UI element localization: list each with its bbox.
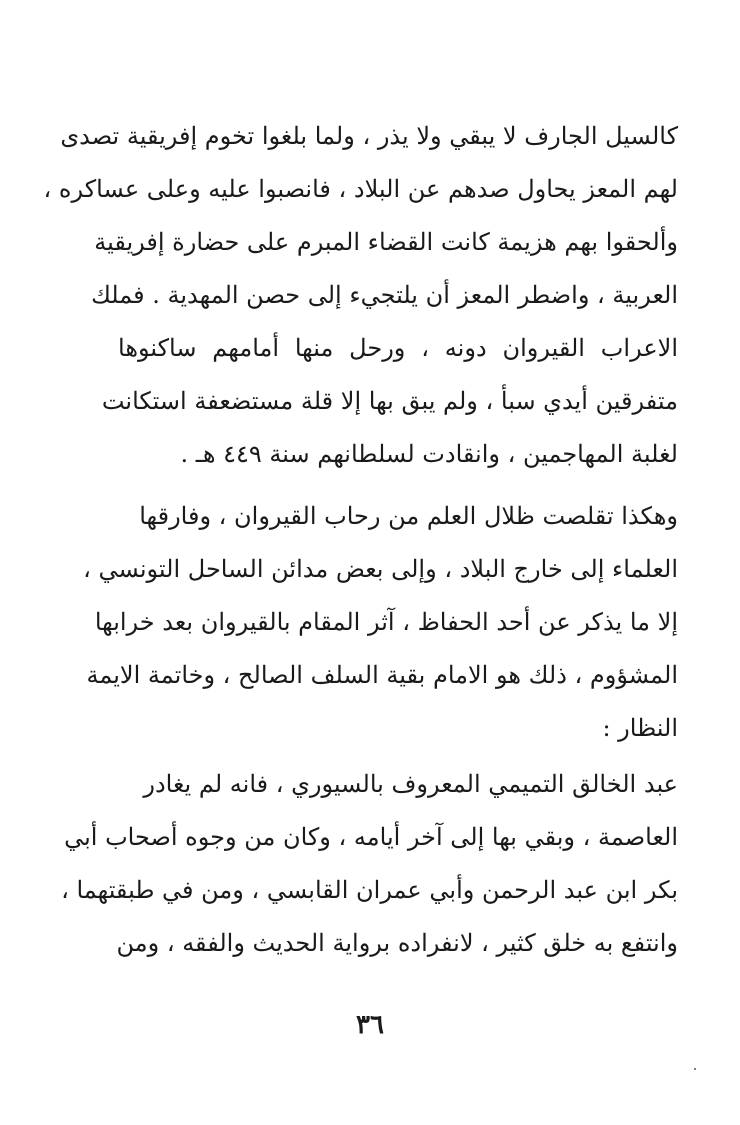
scan-speck: [694, 1068, 696, 1070]
text-line: عبد الخالق التميمي المعروف بالسيوري ، فانه لم يغادر: [143, 770, 678, 798]
text-line: المشؤوم ، ذلك هو الامام بقية السلف الصالح ، وخاتمة الايمة: [86, 661, 678, 689]
text-line: الاعراب القيروان دونه ، ورحل منها أمامهم ساكنوها: [118, 334, 678, 362]
text-line: العاصمة ، وبقي بها إلى آخر أيامه ، وكان من وجوه أصحاب أبي: [64, 823, 678, 851]
text-line: العلماء إلى خارج البلاد ، وإلى بعض مدائن الساحل التونسي ،: [83, 555, 678, 583]
text-line: وألحقوا بهم هزيمة كانت القضاء المبرم على حضارة إفريقية: [94, 228, 678, 256]
paragraph-1: [43, 110, 678, 481]
text-line: لغلبة المهاجمين ، وانقادت لسلطانهم سنة ٤٤٩ هـ .: [180, 440, 678, 468]
page-number: ٣٦: [356, 1010, 384, 1040]
text-line: متفرقين أيدي سبأ ، ولم يبق بها إلا قلة مستضعفة استكانت: [101, 387, 678, 415]
paragraph-3: [61, 758, 678, 970]
text-line: العربية ، واضطر المعز أن يلتجيء إلى حصن المهدية . فملك: [91, 281, 678, 309]
text-line: بكر ابن عبد الرحمن وأبي عمران القابسي ، ومن في طبقتهما ،: [61, 876, 678, 904]
text-line: كالسيل الجارف لا يبقي ولا يذر ، ولما بلغوا تخوم إفريقية تصدى: [60, 122, 678, 150]
text-line: النظار :: [602, 714, 678, 742]
text-line: لهم المعز يحاول صدهم عن البلاد ، فانصبوا عليه وعلى عساكره ،: [43, 175, 678, 203]
paragraph-2: [83, 490, 678, 755]
text-line: وهكذا تقلصت ظلال العلم من رحاب القيروان ، وفارقها: [139, 502, 678, 530]
text-line: إلا ما يذكر عن أحد الحفاظ ، آثر المقام بالقيروان بعد خرابها: [94, 608, 678, 636]
text-line: وانتفع به خلق كثير ، لانفراده برواية الحديث والفقه ، ومن: [116, 929, 678, 957]
